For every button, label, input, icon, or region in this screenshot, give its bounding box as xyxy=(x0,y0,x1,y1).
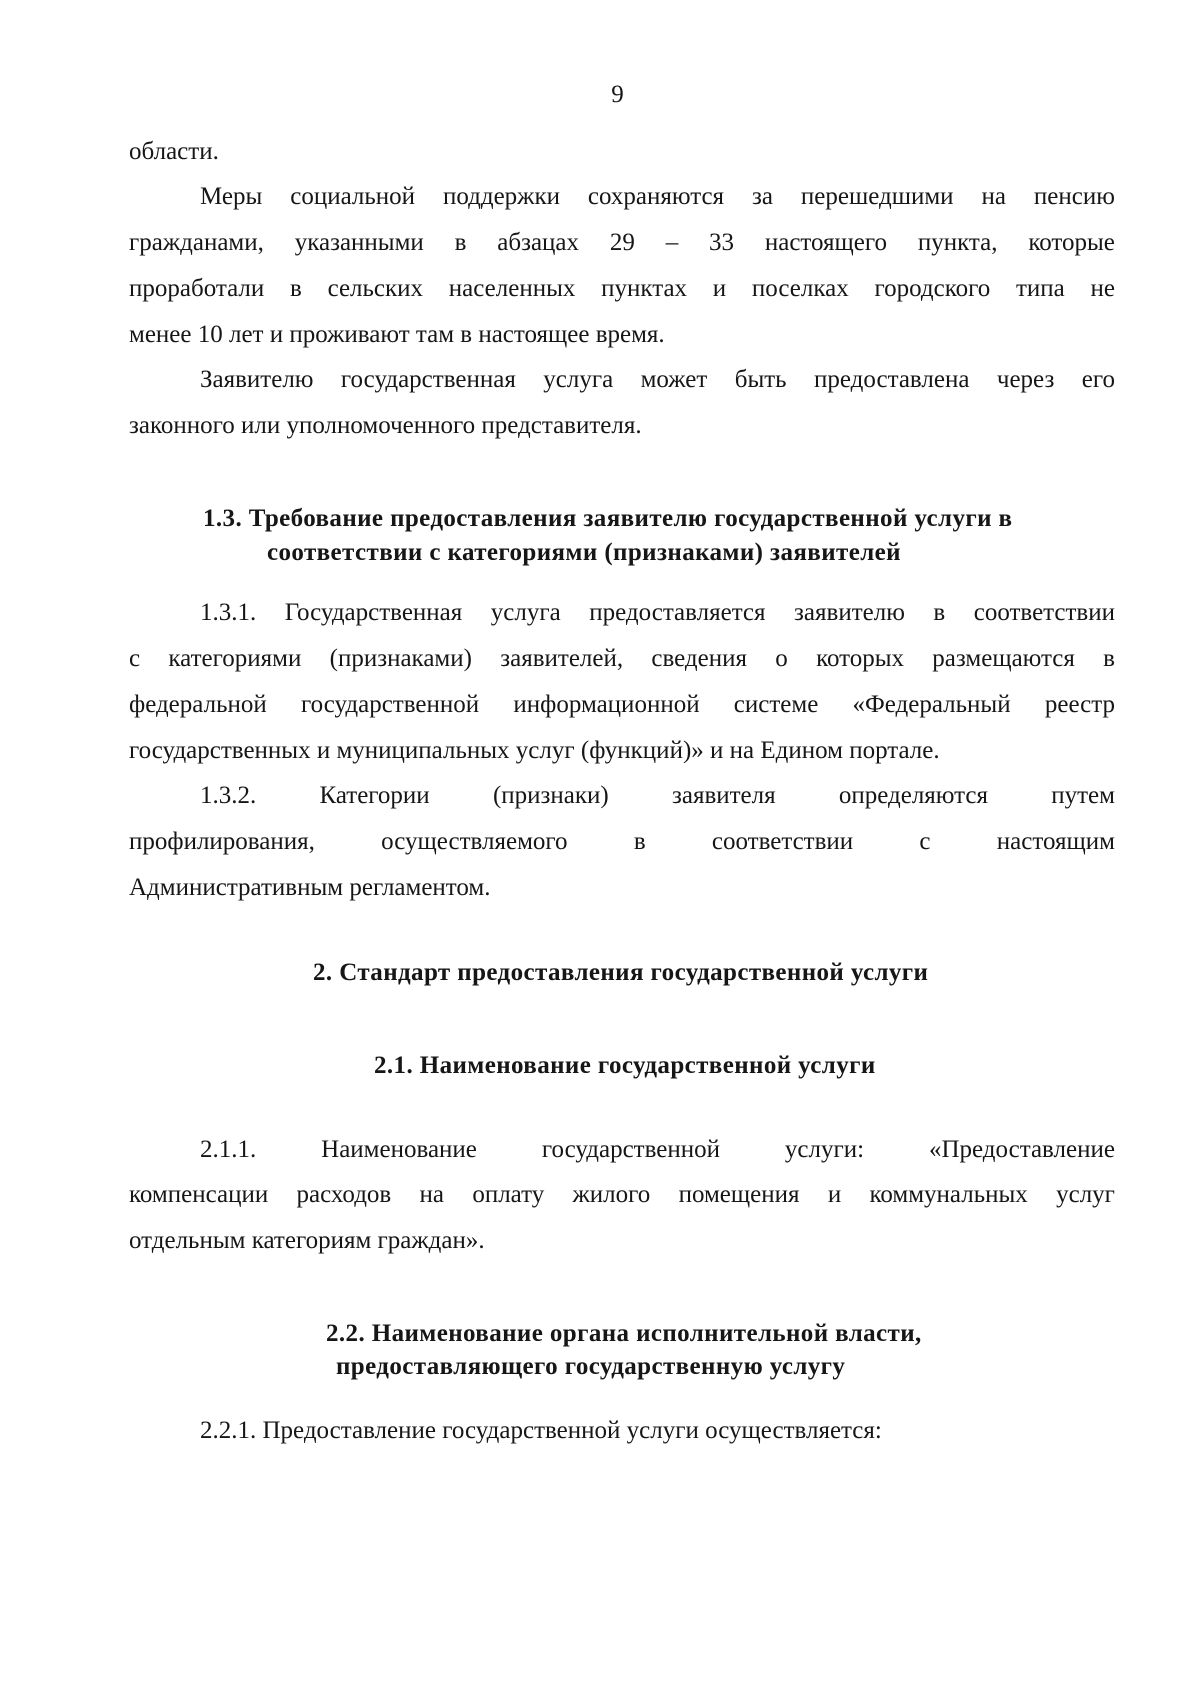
paragraph-line xyxy=(129,274,1115,304)
word: соответствии xyxy=(973,599,1115,626)
word: системе xyxy=(733,691,819,718)
section-heading: предоставляющего государственную услугу xyxy=(336,1353,846,1380)
word: быть xyxy=(734,366,787,393)
word: жилого xyxy=(572,1181,651,1208)
word: Категории xyxy=(319,782,430,809)
word: которые xyxy=(1028,229,1115,256)
word: и xyxy=(827,1181,842,1208)
word: городского xyxy=(874,275,991,302)
word: соответствии xyxy=(711,828,854,855)
section-heading: 2.1. Наименование государственной услуги xyxy=(374,1052,876,1079)
paragraph-line xyxy=(200,781,1115,811)
paragraph-line xyxy=(129,690,1115,720)
paragraph-line xyxy=(200,1135,1115,1165)
word: типа xyxy=(1015,275,1065,302)
text-line: области. xyxy=(129,138,219,165)
word: абзацах xyxy=(497,229,580,256)
word: компенсации xyxy=(129,1181,269,1208)
word: государственной xyxy=(300,691,480,718)
page-number: 9 xyxy=(611,81,624,108)
paragraph-line xyxy=(200,598,1115,628)
word: предоставляется xyxy=(589,599,766,626)
word: «Предоставление xyxy=(928,1136,1115,1163)
word: 1.3.2. xyxy=(200,782,257,809)
word: «Федеральный xyxy=(852,691,1011,718)
word: через xyxy=(996,366,1055,393)
word: гражданами, xyxy=(129,229,264,256)
word: в xyxy=(290,275,302,302)
word: с xyxy=(129,645,141,672)
word: поддержки xyxy=(442,183,560,210)
word: категориями xyxy=(168,645,302,672)
word: федеральной xyxy=(129,691,267,718)
word: 33 xyxy=(709,229,735,256)
paragraph-line xyxy=(129,827,1115,857)
word: определяются xyxy=(838,782,988,809)
word: может xyxy=(640,366,708,393)
word: – xyxy=(665,229,679,256)
word: в xyxy=(933,599,946,626)
word: услуга xyxy=(490,599,561,626)
word: оплату xyxy=(472,1181,545,1208)
word: на xyxy=(419,1181,445,1208)
text-line: менее 10 лет и проживают там в настоящее время. xyxy=(129,321,665,348)
word: сельских xyxy=(327,275,424,302)
word: населенных xyxy=(448,275,576,302)
word: (признаками) xyxy=(329,645,472,672)
word: пунктах xyxy=(601,275,688,302)
section-heading: соответствии с категориями (признаками) заявителей xyxy=(267,539,901,566)
word: информационной xyxy=(513,691,700,718)
text-line: государственных и муниципальных услуг (функций)» и на Едином портале. xyxy=(129,737,940,764)
word: не xyxy=(1090,275,1115,302)
word: сохраняются xyxy=(587,183,725,210)
word: 29 xyxy=(609,229,635,256)
word: коммунальных xyxy=(869,1181,1028,1208)
section-heading: 2. Стандарт предоставления государственной услуги xyxy=(313,959,929,986)
word: расходов xyxy=(296,1181,392,1208)
word: настоящим xyxy=(996,828,1115,855)
word: услуги: xyxy=(784,1136,865,1163)
paragraph-line xyxy=(129,228,1115,258)
word: услуг xyxy=(1056,1181,1115,1208)
word: и xyxy=(712,275,727,302)
word: заявителей, xyxy=(500,645,624,672)
word: государственная xyxy=(340,366,516,393)
word: предоставлена xyxy=(814,366,970,393)
word: пенсию xyxy=(1033,183,1115,210)
word: заявителю xyxy=(794,599,905,626)
text-line: законного или уполномоченного представителя. xyxy=(129,412,642,439)
text-line: 2.2.1. Предоставление государственной услуги осуществляется: xyxy=(200,1417,882,1444)
word: реестр xyxy=(1044,691,1115,718)
word: в xyxy=(633,828,646,855)
word: сведения xyxy=(651,645,747,672)
word: социальной xyxy=(290,183,416,210)
word: которых xyxy=(816,645,905,672)
word: Меры xyxy=(200,183,263,210)
paragraph-line xyxy=(200,365,1115,395)
word: на xyxy=(981,183,1006,210)
word: Государственная xyxy=(284,599,463,626)
word: Заявителю xyxy=(200,366,314,393)
word: указанными xyxy=(294,229,424,256)
word: в xyxy=(454,229,467,256)
word: 2.1.1. xyxy=(200,1136,257,1163)
paragraph-line xyxy=(200,182,1115,212)
word: государственной xyxy=(541,1136,720,1163)
word: помещения xyxy=(678,1181,800,1208)
word: осуществляемого xyxy=(381,828,568,855)
word: 1.3.1. xyxy=(200,599,257,626)
section-heading: 2.2. Наименование органа исполнительной власти, xyxy=(326,1320,922,1347)
word: пункта, xyxy=(917,229,998,256)
word: о xyxy=(775,645,788,672)
word: Наименование xyxy=(321,1136,477,1163)
word: с xyxy=(919,828,931,855)
word: в xyxy=(1103,645,1115,672)
word: его xyxy=(1081,366,1115,393)
section-heading: 1.3. Требование предоставления заявителю государственной услуги в xyxy=(203,505,1013,532)
word: услуга xyxy=(543,366,614,393)
word: за xyxy=(751,183,773,210)
word: поселках xyxy=(751,275,849,302)
text-line: Административным регламентом. xyxy=(129,874,491,901)
paragraph-line xyxy=(129,1180,1115,1210)
text-line: отдельным категориям граждан». xyxy=(129,1227,485,1254)
word: настоящего xyxy=(764,229,888,256)
word: профилирования, xyxy=(129,828,315,855)
word: перешедшими xyxy=(800,183,954,210)
word: путем xyxy=(1051,782,1115,809)
word: размещаются xyxy=(932,645,1075,672)
word: (признаки) xyxy=(492,782,609,809)
paragraph-line xyxy=(129,644,1115,674)
word: заявителя xyxy=(671,782,776,809)
word: проработали xyxy=(129,275,265,302)
